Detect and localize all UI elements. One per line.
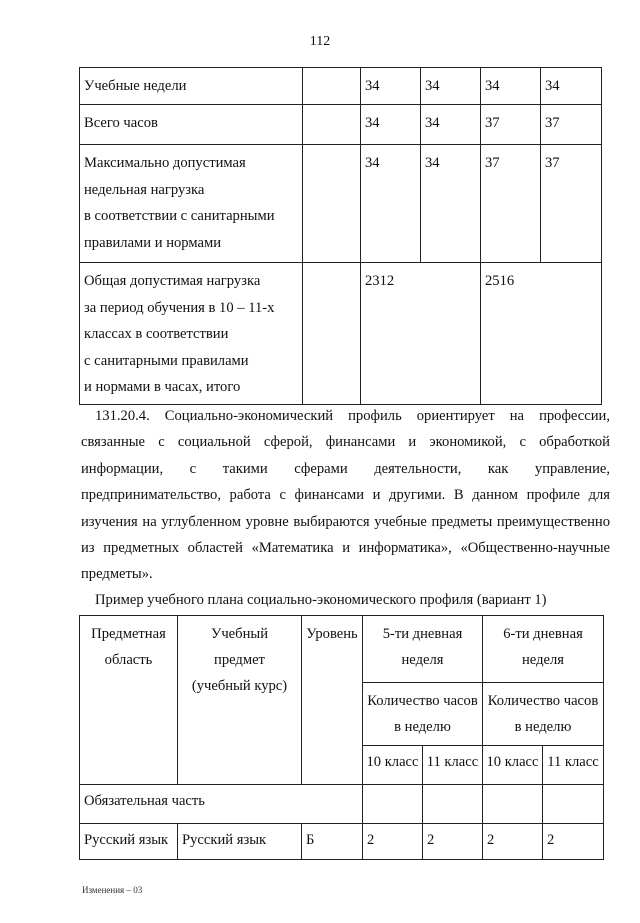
value-cell: 2 — [423, 824, 483, 860]
value-cell: 2 — [483, 824, 543, 860]
row-label: Всего часов — [80, 105, 303, 145]
header-week6 — [483, 616, 604, 683]
header-week5 — [363, 616, 483, 683]
empty-cell — [483, 785, 543, 824]
table-row — [80, 105, 602, 145]
value-cell: 37 — [481, 105, 541, 145]
value-cell: 34 — [421, 105, 481, 145]
grade-header: 10 класс — [363, 746, 423, 785]
header-line: неделя — [401, 652, 444, 668]
value-cell: 2312 — [361, 263, 481, 405]
row-label-line: Максимально допустимая — [84, 155, 246, 171]
value-cell: 37 — [481, 145, 541, 263]
header-line: Количество часов — [367, 693, 478, 709]
row-label-line: в соответствии с санитарными — [84, 208, 275, 224]
header-line: Учебный — [211, 626, 268, 642]
value-cell: 34 — [421, 145, 481, 263]
header-line: неделя — [522, 652, 564, 668]
value-cell: 34 — [541, 68, 602, 105]
page-number: 112 — [309, 34, 331, 49]
table-caption: Пример учебного плана социально-экономического профиля (вариант 1) — [95, 592, 547, 608]
row-label-line: с санитарными правилами — [84, 352, 249, 369]
subject-cell: Русский язык — [178, 824, 302, 860]
value-cell: 34 — [361, 145, 421, 263]
header-hours — [363, 683, 483, 746]
header-line: в неделю — [514, 719, 572, 735]
header-area — [80, 616, 178, 785]
empty-cell — [303, 68, 361, 105]
grade-header: 10 класс — [483, 746, 543, 785]
table-row — [80, 824, 604, 860]
empty-cell — [303, 263, 361, 405]
footer-note: Изменения – 03 — [82, 885, 143, 895]
row-label — [80, 263, 303, 405]
value-cell: 34 — [421, 68, 481, 105]
row-label — [80, 145, 303, 263]
section-row — [80, 785, 604, 824]
header-line: Количество часов — [487, 693, 599, 709]
value-cell: 37 — [541, 145, 602, 263]
grade-header: 11 класс — [543, 746, 604, 785]
curriculum-table — [79, 615, 604, 860]
header-line: предмет — [214, 652, 265, 668]
row-label-line: правилами и нормами — [84, 234, 222, 251]
value-cell: 34 — [361, 105, 421, 145]
empty-cell — [303, 105, 361, 145]
row-label: Учебные недели — [80, 68, 303, 105]
row-label-line: Общая допустимая нагрузка — [84, 273, 261, 289]
header-level: Уровень — [302, 616, 363, 785]
level-cell: Б — [302, 824, 363, 860]
empty-cell — [543, 785, 604, 824]
table-row — [80, 263, 602, 405]
table-row — [80, 145, 602, 263]
empty-cell — [303, 145, 361, 263]
value-cell: 34 — [361, 68, 421, 105]
header-line: 6-ти дневная — [503, 626, 583, 642]
header-line: 5-ти дневная — [382, 626, 463, 642]
row-label-line: классах в соответствии — [84, 326, 229, 342]
value-cell: 2 — [543, 824, 604, 860]
header-row — [80, 616, 604, 683]
header-subject — [178, 616, 302, 785]
header-line: область — [104, 652, 153, 668]
header-line: (учебный курс) — [191, 678, 288, 694]
row-label-line: недельная нагрузка — [84, 181, 205, 198]
row-label-line: и нормами в часах, итого — [84, 379, 241, 395]
empty-cell — [363, 785, 423, 824]
profile-paragraph: 131.20.4. Социально-экономический профиль ориентирует на профессии, связанные с социальной сферой, финансами и экономикой, с обработкой информации, с такими сферами деятельности, как управление, предпринимательство, работа с финансами и другими. В данном профиле для изучения на углубленном уровне выбираются учебные предметы преимущественно из предметных областей «Математика и информатика», «Общественно-научные предметы». — [81, 408, 610, 583]
value-cell: 2516 — [481, 263, 602, 405]
value-cell: 34 — [481, 68, 541, 105]
header-line: Предметная — [91, 626, 166, 642]
section-label: Обязательная часть — [80, 785, 363, 824]
value-cell: 37 — [541, 105, 602, 145]
area-cell: Русский язык — [80, 824, 178, 860]
value-cell: 2 — [363, 824, 423, 860]
header-hours — [483, 683, 604, 746]
table-row — [80, 68, 602, 105]
header-line: в неделю — [394, 719, 451, 735]
grade-header: 11 класс — [423, 746, 483, 785]
row-label-line: за период обучения в 10 – 11-х — [84, 299, 275, 316]
empty-cell — [423, 785, 483, 824]
hours-table — [79, 67, 602, 405]
